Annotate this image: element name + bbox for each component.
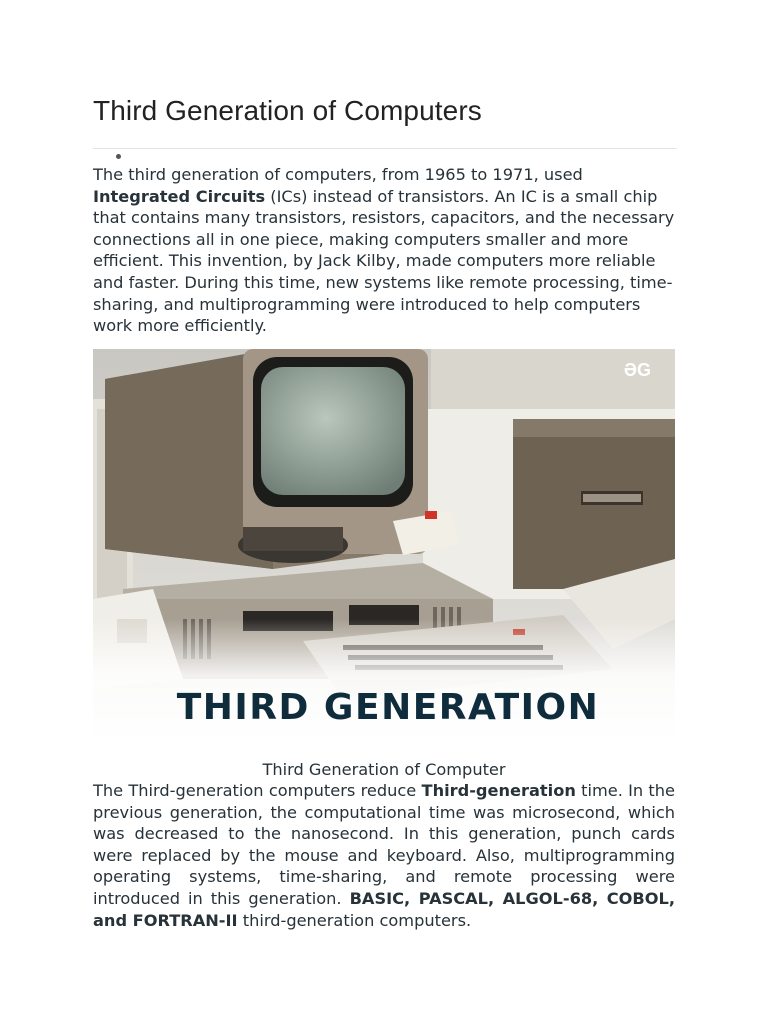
gg-logo: ƏG [623, 360, 651, 380]
figure-caption: Third Generation of Computer [262, 760, 506, 779]
list-bullet [116, 154, 121, 159]
intro-text-1: The third generation of computers, from 1965 to 1971, used [93, 165, 583, 184]
body-text-3: third-generation computers. [237, 910, 472, 930]
body-text-1: The Third-generation computers reduce [93, 781, 422, 800]
body-bold-languages: BASIC, PASCAL, ALGOL-68, COBOL, and FORTRAN-II [93, 888, 675, 930]
body-paragraph [93, 780, 675, 931]
third-generation-computer-image [93, 349, 675, 743]
page-title: Third Generation of Computers [93, 95, 482, 126]
banner-title: THIRD GENERATION [176, 687, 600, 728]
body-text-2: time. In the previous generation, the computational time was microsecond, which was decreased to the nanosecond. In this generation, punch cards were replaced by the mouse and keyboard. Also, multiprogramming operating systems, time-sharing, and remote processing were introduced in this generation. [93, 781, 675, 908]
intro-text-2: (ICs) instead of transistors. An IC is a small chip that contains many transistors, resistors, capacitors, and the necessary connections all in one piece, making computers smaller and more efficient. This invention, by Jack Kilby, made computers more reliable and faster. During this time, new systems like remote processing, time-sharing, and multiprogramming were introduced to help computers work more efficiently. [93, 186, 675, 336]
body-bold-term: Third-generation [421, 781, 576, 800]
intro-paragraph [93, 164, 677, 337]
title-divider [93, 148, 677, 149]
intro-bold-term: Integrated Circuits [93, 186, 266, 206]
